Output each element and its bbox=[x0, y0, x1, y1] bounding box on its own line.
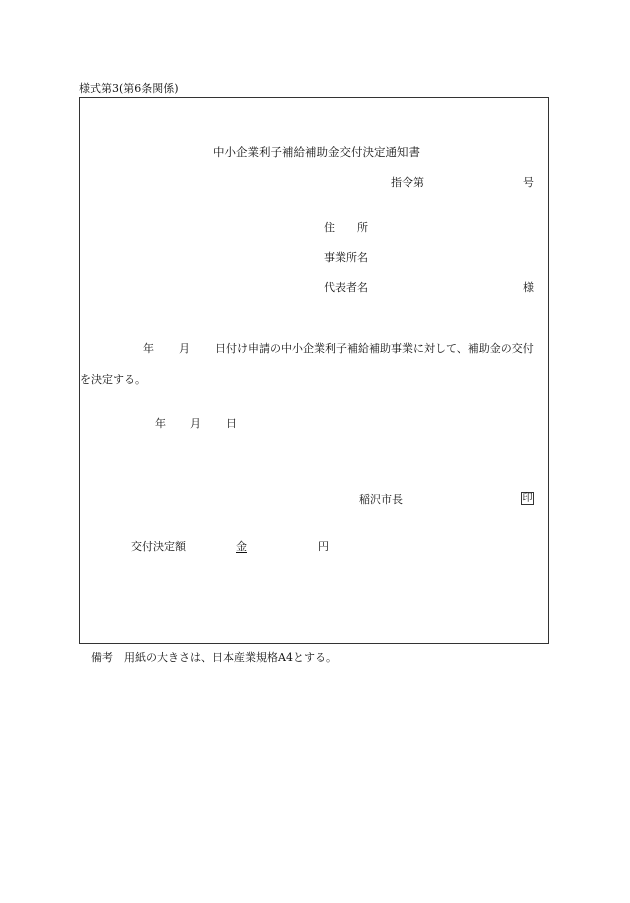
notice-number-suffix: 号 bbox=[523, 176, 534, 189]
seal-stamp: 印 bbox=[522, 493, 533, 504]
date-month: 月 bbox=[190, 417, 201, 430]
amount-prefix: 金 bbox=[236, 540, 247, 553]
form-label: 様式第3(第6条関係) bbox=[79, 82, 179, 95]
honorific: 様 bbox=[523, 281, 534, 294]
date-day: 日 bbox=[226, 417, 237, 430]
office-name-label: 事業所名 bbox=[324, 251, 368, 264]
body-month: 月 bbox=[179, 342, 190, 355]
document-title: 中小企業利子補給補助金交付決定通知書 bbox=[213, 145, 420, 159]
amount-suffix: 円 bbox=[318, 540, 329, 553]
notice-number-prefix: 指令第 bbox=[391, 176, 424, 189]
body-line1: 日付け申請の中小企業利子補給補助事業に対して、補助金の交付 bbox=[215, 342, 534, 355]
body-year: 年 bbox=[143, 342, 154, 355]
address-label: 住 所 bbox=[324, 221, 368, 234]
amount-label: 交付決定額 bbox=[131, 540, 186, 553]
amount-field bbox=[236, 541, 329, 552]
form-frame bbox=[79, 97, 549, 644]
body-line2: を決定する。 bbox=[80, 373, 146, 386]
representative-label: 代表者名 bbox=[324, 281, 368, 294]
issuer-title: 稲沢市長 bbox=[359, 493, 403, 506]
date-year: 年 bbox=[155, 417, 166, 430]
note: 備考 用紙の大きさは、日本産業規格A4とする。 bbox=[91, 651, 337, 664]
